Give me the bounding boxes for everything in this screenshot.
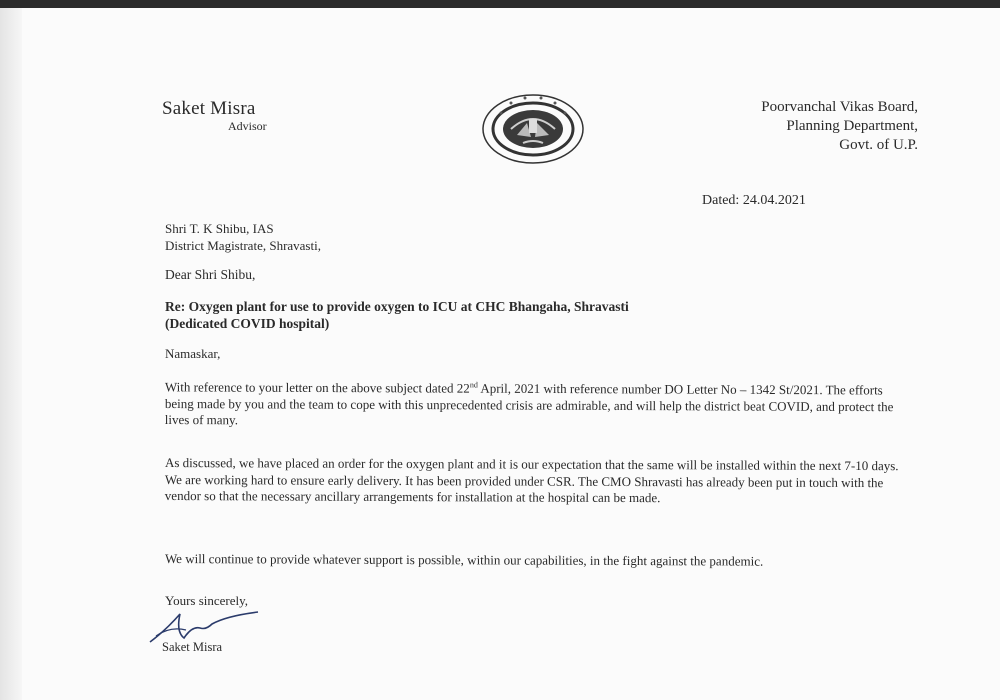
closing: Yours sincerely,: [165, 593, 249, 608]
paragraph-3: We will continue to provide whatever support is possible, within our capabilities, in the fight against the pandemic.: [164, 551, 764, 569]
letter-page: [22, 8, 1000, 700]
recipient-name: Shri T. K Shibu, IAS: [165, 221, 274, 236]
paragraph-1-sup: nd: [469, 380, 478, 390]
letter-date: Dated: 24.04.2021: [702, 193, 806, 208]
org-line-1: Poorvanchal Vikas Board,: [761, 99, 918, 115]
org-line-3: Govt. of U.P.: [839, 137, 918, 153]
sender-title: Advisor: [228, 119, 267, 133]
paragraph-1-start: With reference to your letter on the above subject dated 22: [164, 379, 470, 396]
paragraph-1: [165, 376, 905, 432]
subject-line-2: (Dedicated COVID hospital): [165, 316, 330, 331]
salutation: Dear Shri Shibu,: [165, 267, 256, 282]
org-line-2: Planning Department,: [786, 118, 918, 134]
subject-line: [165, 298, 865, 332]
recipient-block: [165, 220, 321, 254]
up-government-seal-icon: [481, 93, 585, 165]
organization-address: [638, 98, 918, 155]
greeting: Namaskar,: [165, 346, 221, 361]
left-margin-shade: [0, 8, 22, 700]
recipient-designation: District Magistrate, Shravasti,: [165, 238, 321, 253]
top-dark-bar: [0, 0, 1000, 8]
paragraph-2: As discussed, we have placed an order for the oxygen plant and it is our expectation that the same will be installed within the next 7-10 days. We are working hard to ensure early delivery. It has been provided under CSR. The CMO Shravasti has already been put in touch with the vendor so that the necessary ancillary arrangements for installation at the hospital can be made.: [164, 455, 899, 506]
sender-name: Saket Misra: [162, 98, 256, 119]
signer-name: Saket Misra: [162, 640, 223, 654]
paragraph-1-end: April, 2021 with reference number DO Letter No – 1342 St/2021. The efforts being made by you and the team to cope with this unprecedented crisis are admirable, and will help the district beat COVID, and protect the lives of many.: [164, 380, 894, 428]
subject-line-1: Re: Oxygen plant for use to provide oxygen to ICU at CHC Bhangaha, Shravasti: [165, 299, 629, 314]
